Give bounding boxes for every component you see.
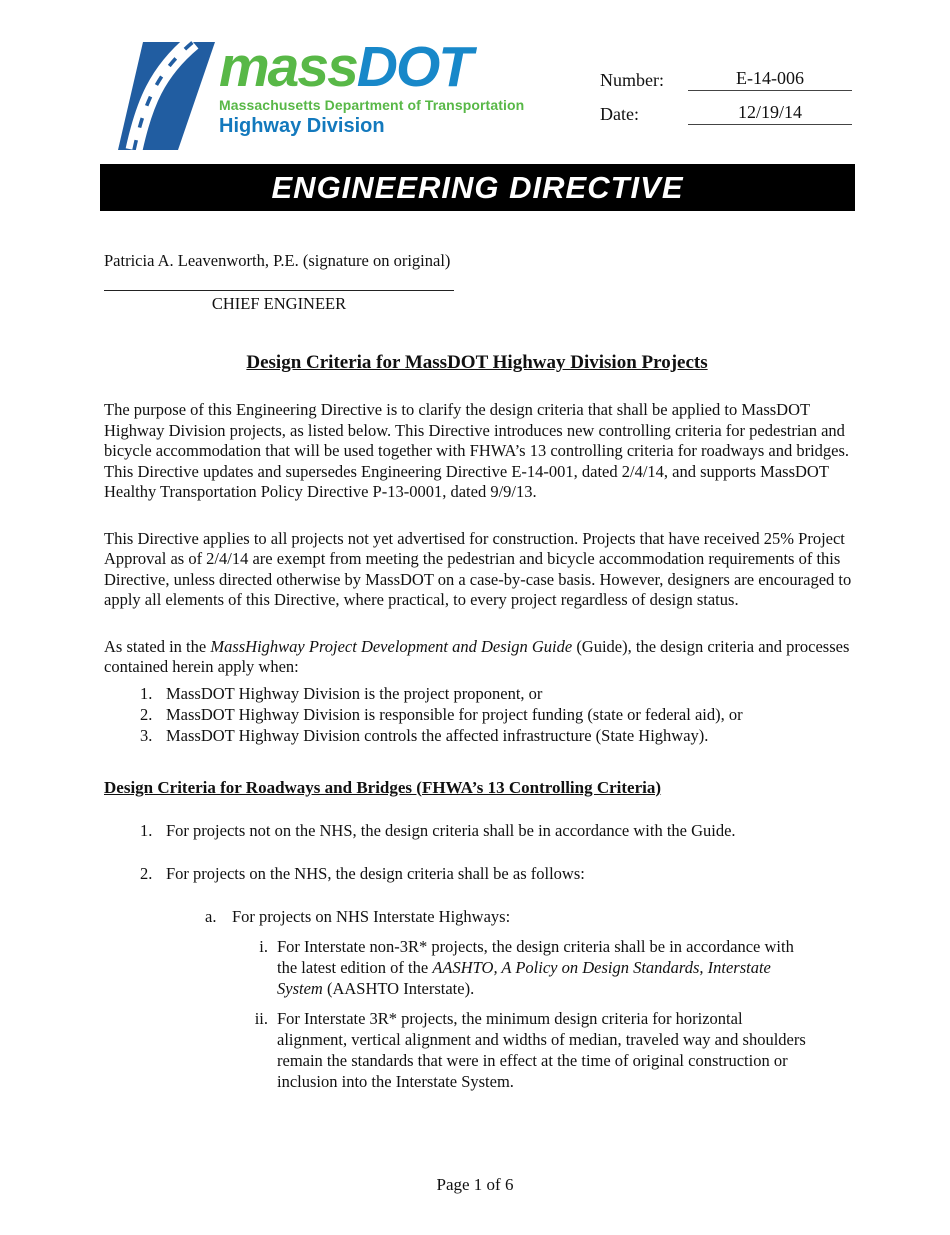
massdot-logo bbox=[103, 36, 524, 150]
logo-subtitle: Massachusetts Department of Transportation bbox=[219, 97, 525, 114]
signature-title: CHIEF ENGINEER bbox=[211, 294, 347, 313]
paragraph-applicability: This Directive applies to all projects not yet advertised for construction. Projects that have received 25% Project Approval as of 2/4/14 are exempt from meeting the pedestrian and bicycle accommodation requirements of this Directive, unless directed otherwise by MassDOT on a case-by-case basis. However, designers are encouraged to apply all elements of this Directive, where practical, to every project regardless of design status. bbox=[104, 528, 852, 609]
list-item bbox=[104, 863, 852, 884]
guide-title-italic: MassHighway Project Development and Design Guide bbox=[210, 636, 573, 656]
logo-division: Highway Division bbox=[219, 115, 385, 138]
list-item bbox=[104, 725, 852, 746]
number-value: E-14-006 bbox=[688, 68, 852, 91]
list-item-text: MassDOT Highway Division controls the affected infrastructure (State Highway). bbox=[166, 725, 709, 745]
list-item-text bbox=[277, 936, 807, 999]
roman-i-pre: For Interstate non-3R* projects, the design criteria shall be in accordance with the latest edition of the bbox=[277, 936, 794, 977]
list-item-marker: 1. bbox=[140, 820, 153, 840]
page-title: Design Criteria for MassDOT Highway Division Projects bbox=[246, 352, 708, 373]
aashto-title-italic: AASHTO, A Policy on Design Standards, Interstate System bbox=[277, 957, 771, 998]
logo-text bbox=[219, 36, 524, 138]
page-number: Page 1 of 6 bbox=[436, 1175, 514, 1194]
highway-road-icon bbox=[103, 36, 225, 150]
section-heading-design-criteria: Design Criteria for Roadways and Bridges (FHWA’s 13 Controlling Criteria) bbox=[104, 777, 662, 797]
paragraph-guide-reference bbox=[104, 637, 852, 678]
header-fields bbox=[600, 68, 852, 136]
list-item-text: For Interstate 3R* projects, the minimum design criteria for horizontal alignment, vertical alignment and widths of median, traveled way and shoulders remain the standards that were in effect at the time of original construction or inclusion into the Interstate System. bbox=[277, 1008, 806, 1091]
logo-brand-mass: mass bbox=[219, 35, 357, 99]
list-item-text: For projects on the NHS, the design criteria shall be as follows: bbox=[166, 863, 585, 883]
list-item-marker: ii. bbox=[254, 1008, 268, 1028]
list-item-text: For projects not on the NHS, the design criteria shall be in accordance with the Guide. bbox=[166, 820, 736, 840]
list-item-text: MassDOT Highway Division is responsible for project funding (state or federal aid), or bbox=[166, 704, 743, 724]
date-field-row bbox=[600, 102, 852, 125]
directive-banner bbox=[100, 164, 855, 211]
signature-name: Patricia A. Leavenworth, P.E. (signature on original) bbox=[104, 251, 451, 270]
logo-brand-dot: DOT bbox=[356, 35, 472, 99]
list-item-marker: a. bbox=[205, 906, 217, 926]
list-item-text: For projects on NHS Interstate Highways: bbox=[232, 906, 511, 926]
list-item-roman-i bbox=[104, 936, 852, 999]
number-field-row bbox=[600, 68, 852, 91]
list-item bbox=[104, 683, 852, 704]
logo-brand bbox=[219, 35, 524, 99]
paragraph-guide-pre: As stated in the bbox=[104, 636, 211, 656]
document-header bbox=[0, 0, 950, 150]
list-item bbox=[104, 820, 852, 841]
paragraph-guide-post: (Guide), the design criteria and processes contained herein apply when: bbox=[104, 636, 850, 676]
signature-block bbox=[104, 251, 950, 314]
paragraph-purpose: The purpose of this Engineering Directive is to clarify the design criteria that shall be applied to MassDOT Highway Division projects, as listed below. This Directive introduces new controlling criteria for pedestrian and bicycle accommodation that will be used together with FHWA’s 13 controlling criteria for roadways and bridges. This Directive updates and supersedes Engineering Directive E-14-001, dated 2/4/14, and supports MassDOT Healthy Transportation Policy Directive P-13-0001, dated 9/9/13. bbox=[104, 400, 850, 501]
list-item-marker: i. bbox=[259, 936, 268, 956]
number-label: Number: bbox=[600, 70, 664, 90]
date-label: Date: bbox=[600, 104, 639, 124]
banner-title: ENGINEERING DIRECTIVE bbox=[271, 169, 684, 205]
apply-when-list bbox=[104, 683, 852, 746]
signature-line bbox=[104, 290, 454, 291]
list-item-sub-a bbox=[104, 906, 852, 927]
roman-i-post: (AASHTO Interstate). bbox=[322, 978, 475, 998]
list-item-marker: 2. bbox=[140, 704, 153, 724]
list-item-marker: 2. bbox=[140, 863, 153, 883]
list-item-text: MassDOT Highway Division is the project proponent, or bbox=[166, 683, 543, 703]
list-item-marker: 3. bbox=[140, 725, 153, 745]
list-item-roman-ii bbox=[104, 1008, 852, 1092]
date-value: 12/19/14 bbox=[688, 102, 852, 125]
list-item bbox=[104, 704, 852, 725]
nhs-criteria-list bbox=[104, 820, 852, 1092]
list-item-marker: 1. bbox=[140, 683, 153, 703]
